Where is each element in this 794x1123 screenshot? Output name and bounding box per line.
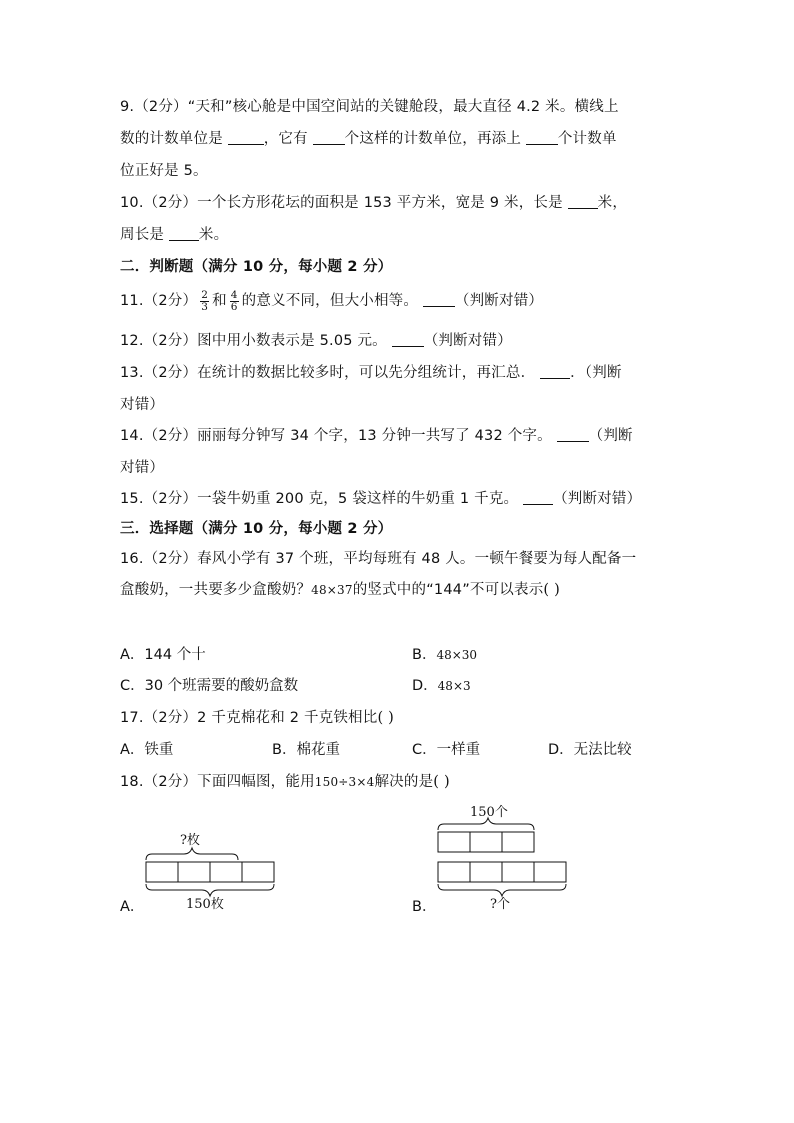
q16-option-b-label: B． xyxy=(412,647,437,663)
q17-option-a[interactable]: A．铁重 xyxy=(120,742,174,758)
q10-text-d: 米。 xyxy=(198,227,229,243)
q11-frac2-den: 6 xyxy=(230,300,238,313)
q16-text-b: 的竖式中的“144”不可以表示 xyxy=(352,582,544,598)
q18-figure-b-bottom-box-3 xyxy=(502,862,534,882)
q18-option-a[interactable]: A． xyxy=(120,899,145,915)
section-heading-judgment: 二．判断题（满分 10 分，每小题 2 分） xyxy=(120,259,393,275)
q15-text: 15.（2分）一袋牛奶重 200 克，5 袋这样的牛奶重 1 千克。 xyxy=(120,491,524,507)
q16-option-b[interactable] xyxy=(412,645,477,665)
q10-text-c: 周长是 xyxy=(120,227,169,243)
q13-line2: 对错） xyxy=(120,397,165,413)
q11-mid: 和 xyxy=(212,293,227,309)
q18-figure-b xyxy=(432,800,572,912)
q14-tail: （判断 xyxy=(588,428,633,444)
q12-line xyxy=(120,331,512,351)
q10-blank-length[interactable] xyxy=(568,194,598,209)
q18-figure-a xyxy=(140,828,280,914)
q18-answer-paren[interactable]: ( ) xyxy=(433,774,450,790)
q12-text: 12.（2分）图中用小数表示是 5.05 元。 xyxy=(120,333,392,349)
q13-line1 xyxy=(120,363,622,383)
q16-math-expression: 48×37 xyxy=(311,583,353,597)
q16-text-a: 盒酸奶，一共要多少盒酸奶？ xyxy=(120,582,312,598)
q16-option-a[interactable]: A．144 个十 xyxy=(120,647,206,663)
q18-figure-b-top-box-1 xyxy=(438,832,470,852)
q15-tail: （判断对错） xyxy=(553,491,642,507)
q18-figure-b-bottom-box-4 xyxy=(534,862,566,882)
q18-figure-b-bottom-label: ?个 xyxy=(490,897,510,912)
q18-text-a: 18.（2分）下面四幅图，能用 xyxy=(120,774,315,790)
q14-line1 xyxy=(120,426,633,446)
q9-line3: 位正好是 5。 xyxy=(120,163,208,179)
q11-suffix: 的意义不同，但大小相等。 xyxy=(241,293,423,309)
q15-answer-blank[interactable] xyxy=(523,490,553,505)
q18-figure-b-bottom-box-2 xyxy=(470,862,502,882)
q18-figure-b-top-box-3 xyxy=(502,832,534,852)
q10-line1 xyxy=(120,193,627,213)
q17-answer-paren[interactable]: ( ) xyxy=(377,710,394,726)
q14-answer-blank[interactable] xyxy=(557,427,589,442)
q18-line xyxy=(120,772,450,792)
q18-figure-a-box-2 xyxy=(178,862,210,882)
q18-figure-a-top-brace xyxy=(146,848,238,860)
q9-blank-1[interactable] xyxy=(228,130,264,145)
q13-answer-blank[interactable] xyxy=(540,364,570,379)
q18-figure-b-top-box-2 xyxy=(470,832,502,852)
q18-figure-a-top-label: ?枚 xyxy=(180,833,200,848)
q11-tail: （判断对错） xyxy=(454,293,544,309)
q18-text-b: 解决的是 xyxy=(374,774,434,790)
q17-text: 17.（2分）2 千克棉花和 2 千克铁相比 xyxy=(120,710,378,726)
q12-answer-blank[interactable] xyxy=(392,332,424,347)
q10-blank-perimeter[interactable] xyxy=(169,226,199,241)
q15-line xyxy=(120,489,641,509)
q18-option-b[interactable]: B． xyxy=(412,899,437,915)
q16-line1: 16.（2分）春风小学有 37 个班，平均每班有 48 人。一顿午餐要为每人配备一 xyxy=(120,551,637,567)
q9-text-a: 数的计数单位是 xyxy=(120,131,228,147)
q16-line2 xyxy=(120,580,560,600)
q9-line1: 9.（2分）“天和”核心舱是中国空间站的关键舱段，最大直径 4.2 米。横线上 xyxy=(120,99,619,115)
q18-figure-a-box-1 xyxy=(146,862,178,882)
q11-frac2-num: 4 xyxy=(230,288,238,301)
q9-blank-2[interactable] xyxy=(313,130,345,145)
q16-option-d-math: 48×3 xyxy=(437,679,471,693)
q14-text: 14.（2分）丽丽每分钟写 34 个字，13 分钟一共写了 432 个字。 xyxy=(120,428,557,444)
q11-prefix: 11.（2分） xyxy=(120,293,198,309)
q16-answer-paren[interactable]: ( ) xyxy=(543,582,560,598)
q9-text-b: ，它有 xyxy=(263,131,313,147)
q11-frac1-num: 2 xyxy=(201,288,209,301)
q11-line xyxy=(120,289,543,313)
q9-line2 xyxy=(120,129,617,149)
q18-figure-a-box-3 xyxy=(210,862,242,882)
q18-figure-b-bottom-brace xyxy=(438,884,566,896)
q16-option-d-label: D． xyxy=(412,678,438,694)
q11-fraction-2 xyxy=(230,290,239,313)
q18-figure-b-top-label: 150个 xyxy=(470,805,508,820)
q18-figure-a-box-4 xyxy=(242,862,274,882)
q18-figure-a-bottom-label: 150枚 xyxy=(186,897,224,912)
q9-text-c: 个这样的计数单位，再添上 xyxy=(344,131,526,147)
q17-option-b[interactable]: B．棉花重 xyxy=(272,742,340,758)
q17-option-c[interactable]: C．一样重 xyxy=(412,742,481,758)
q18-figure-b-bottom-box-1 xyxy=(438,862,470,882)
section-heading-choice: 三．选择题（满分 10 分，每小题 2 分） xyxy=(120,521,393,537)
q18-figure-a-bottom-brace xyxy=(146,884,274,896)
q10-text-b: 米， xyxy=(597,195,628,211)
q11-answer-blank[interactable] xyxy=(423,292,455,307)
q9-text-d: 个计数单 xyxy=(557,131,617,147)
q11-fraction-1 xyxy=(200,290,209,313)
q11-frac1-den: 3 xyxy=(201,300,209,313)
q17-line xyxy=(120,708,394,728)
q10-text-a: 10.（2分）一个长方形花坛的面积是 153 平方米，宽是 9 米，长是 xyxy=(120,195,568,211)
q14-line2: 对错） xyxy=(120,460,165,476)
q16-option-b-math: 48×30 xyxy=(436,648,478,662)
q13-text: 13.（2分）在统计的数据比较多时，可以先分组统计，再汇总． xyxy=(120,365,541,381)
q17-option-d[interactable]: D．无法比较 xyxy=(548,742,632,758)
q18-math-expression: 150÷3×4 xyxy=(314,775,375,789)
q13-tail: ．（判断 xyxy=(570,365,622,381)
q12-tail: （判断对错） xyxy=(423,333,512,349)
q16-option-c[interactable]: C．30 个班需要的酸奶盒数 xyxy=(120,678,299,694)
q10-line2 xyxy=(120,225,228,245)
q16-option-d[interactable] xyxy=(412,676,471,696)
q9-blank-3[interactable] xyxy=(526,130,558,145)
